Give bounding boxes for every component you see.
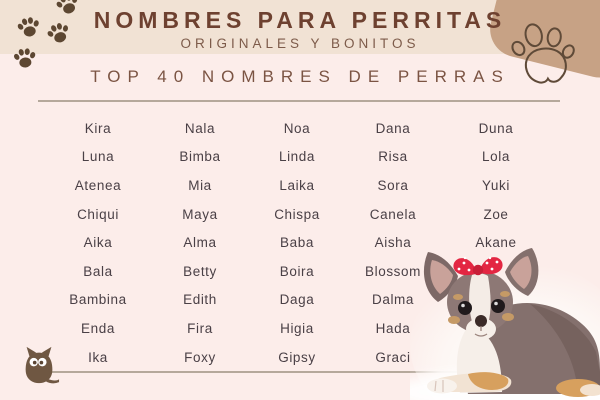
dog-name: Daga (279, 292, 315, 308)
dog-name: Ika (88, 349, 108, 365)
dog-name: Alma (183, 235, 217, 251)
dog-name: Edith (183, 292, 217, 308)
dog-name: Bambina (69, 292, 127, 308)
chihuahua-photo (410, 240, 600, 400)
name-column-3 (247, 114, 347, 371)
dog-name: Aisha (374, 235, 412, 251)
dog-name: Maya (182, 206, 218, 222)
dog-name: Luna (81, 149, 115, 165)
dog-name: Zoe (483, 206, 509, 222)
cat-icon (18, 344, 60, 386)
dog-name: Gipsy (278, 349, 316, 365)
dog-name: Sora (377, 177, 409, 193)
dog-name: Noa (283, 120, 311, 136)
dog-name: Linda (278, 149, 316, 165)
dog-name: Baba (280, 235, 314, 251)
name-column-5 (446, 114, 546, 257)
red-bow (453, 257, 502, 275)
dog-name: Betty (183, 263, 217, 279)
dog-name: Blossom (365, 263, 421, 279)
dog-name: Fira (187, 320, 213, 336)
dog-name: Enda (81, 320, 115, 336)
paw-prints-icon (2, 0, 114, 78)
page-title: NOMBRES PARA PERRITAS (93, 7, 507, 33)
name-column-1 (48, 114, 148, 371)
section-heading: TOP 40 NOMBRES DE PERRAS (90, 67, 510, 86)
dog-name: Atenea (74, 177, 122, 193)
dog-name: Boira (279, 263, 315, 279)
name-column-2 (150, 114, 250, 371)
dog-name: Canela (369, 206, 417, 222)
dog-name: Graci (375, 349, 411, 365)
dog-name: Dalma (371, 292, 414, 308)
dog-name: Hada (375, 320, 411, 336)
dog-name: Lola (482, 149, 510, 165)
dog-name: Nala (184, 120, 216, 136)
dog-name: Higia (280, 320, 314, 336)
dog-name: Dana (375, 120, 411, 136)
dog-name: Foxy (184, 349, 216, 365)
page-subtitle: ORIGINALES Y BONITOS (180, 36, 420, 51)
dog-name: Chispa (274, 206, 320, 222)
dog-name: Chiqui (77, 206, 119, 222)
dog-name: Yuki (482, 177, 510, 193)
dog-name: Bala (83, 263, 113, 279)
dog-name: Akane (475, 235, 517, 251)
dog-name: Laika (279, 177, 315, 193)
dog-name: Duna (478, 120, 514, 136)
dog-name: Mia (188, 177, 212, 193)
paw-outline-icon (498, 6, 590, 102)
dog-name: Bimba (179, 149, 221, 165)
dog-name: Risa (378, 149, 408, 165)
dog-name: Kira (84, 120, 112, 136)
dog-name: Aika (83, 235, 113, 251)
